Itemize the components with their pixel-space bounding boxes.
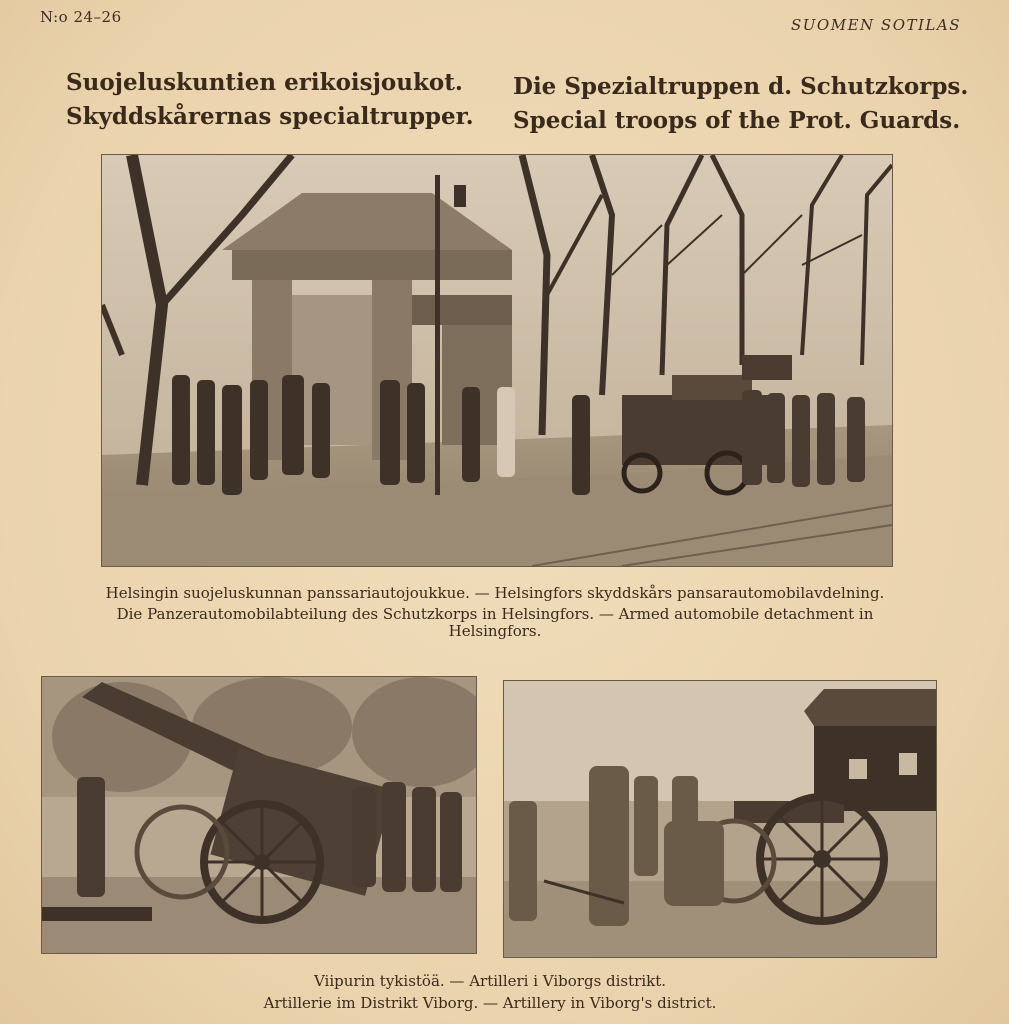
title-block-foreign [513, 70, 968, 138]
photo-armored-car-detachment [101, 154, 893, 567]
caption-bottom-line-1: Viipurin tykistöä. — Artilleri i Viborgs distrikt. [313, 972, 667, 990]
caption-top-line-3: Helsingfors. [448, 622, 542, 640]
issue-number: N:o 24–26 [40, 8, 122, 26]
title-english: Special troops of the Prot. Guards. [513, 107, 961, 134]
caption-top-line-1: Helsingin suojeluskunnan panssariautojoukkue. — Helsingfors skyddskårs pansarautomobilavdelning. [105, 584, 885, 602]
title-finnish: Suojeluskuntien erikoisjoukot. [66, 69, 463, 96]
photo-heavy-gun-crew [41, 676, 477, 954]
title-german: Die Spezialtruppen d. Schutzkorps. [513, 73, 969, 100]
photo-field-gun-crew [503, 680, 937, 958]
magazine-title: SUOMEN SOTILAS [791, 16, 961, 34]
title-block-nordic [66, 66, 474, 134]
title-swedish: Skyddskårernas specialtrupper. [66, 103, 474, 130]
caption-bottom-line-2: Artillerie im Distrikt Viborg. — Artillery in Viborg's district. [263, 994, 717, 1012]
caption-top-line-2: Die Panzerautomobilabteilung des Schutzkorps in Helsingfors. — Armed automobile detachment in [116, 605, 874, 623]
